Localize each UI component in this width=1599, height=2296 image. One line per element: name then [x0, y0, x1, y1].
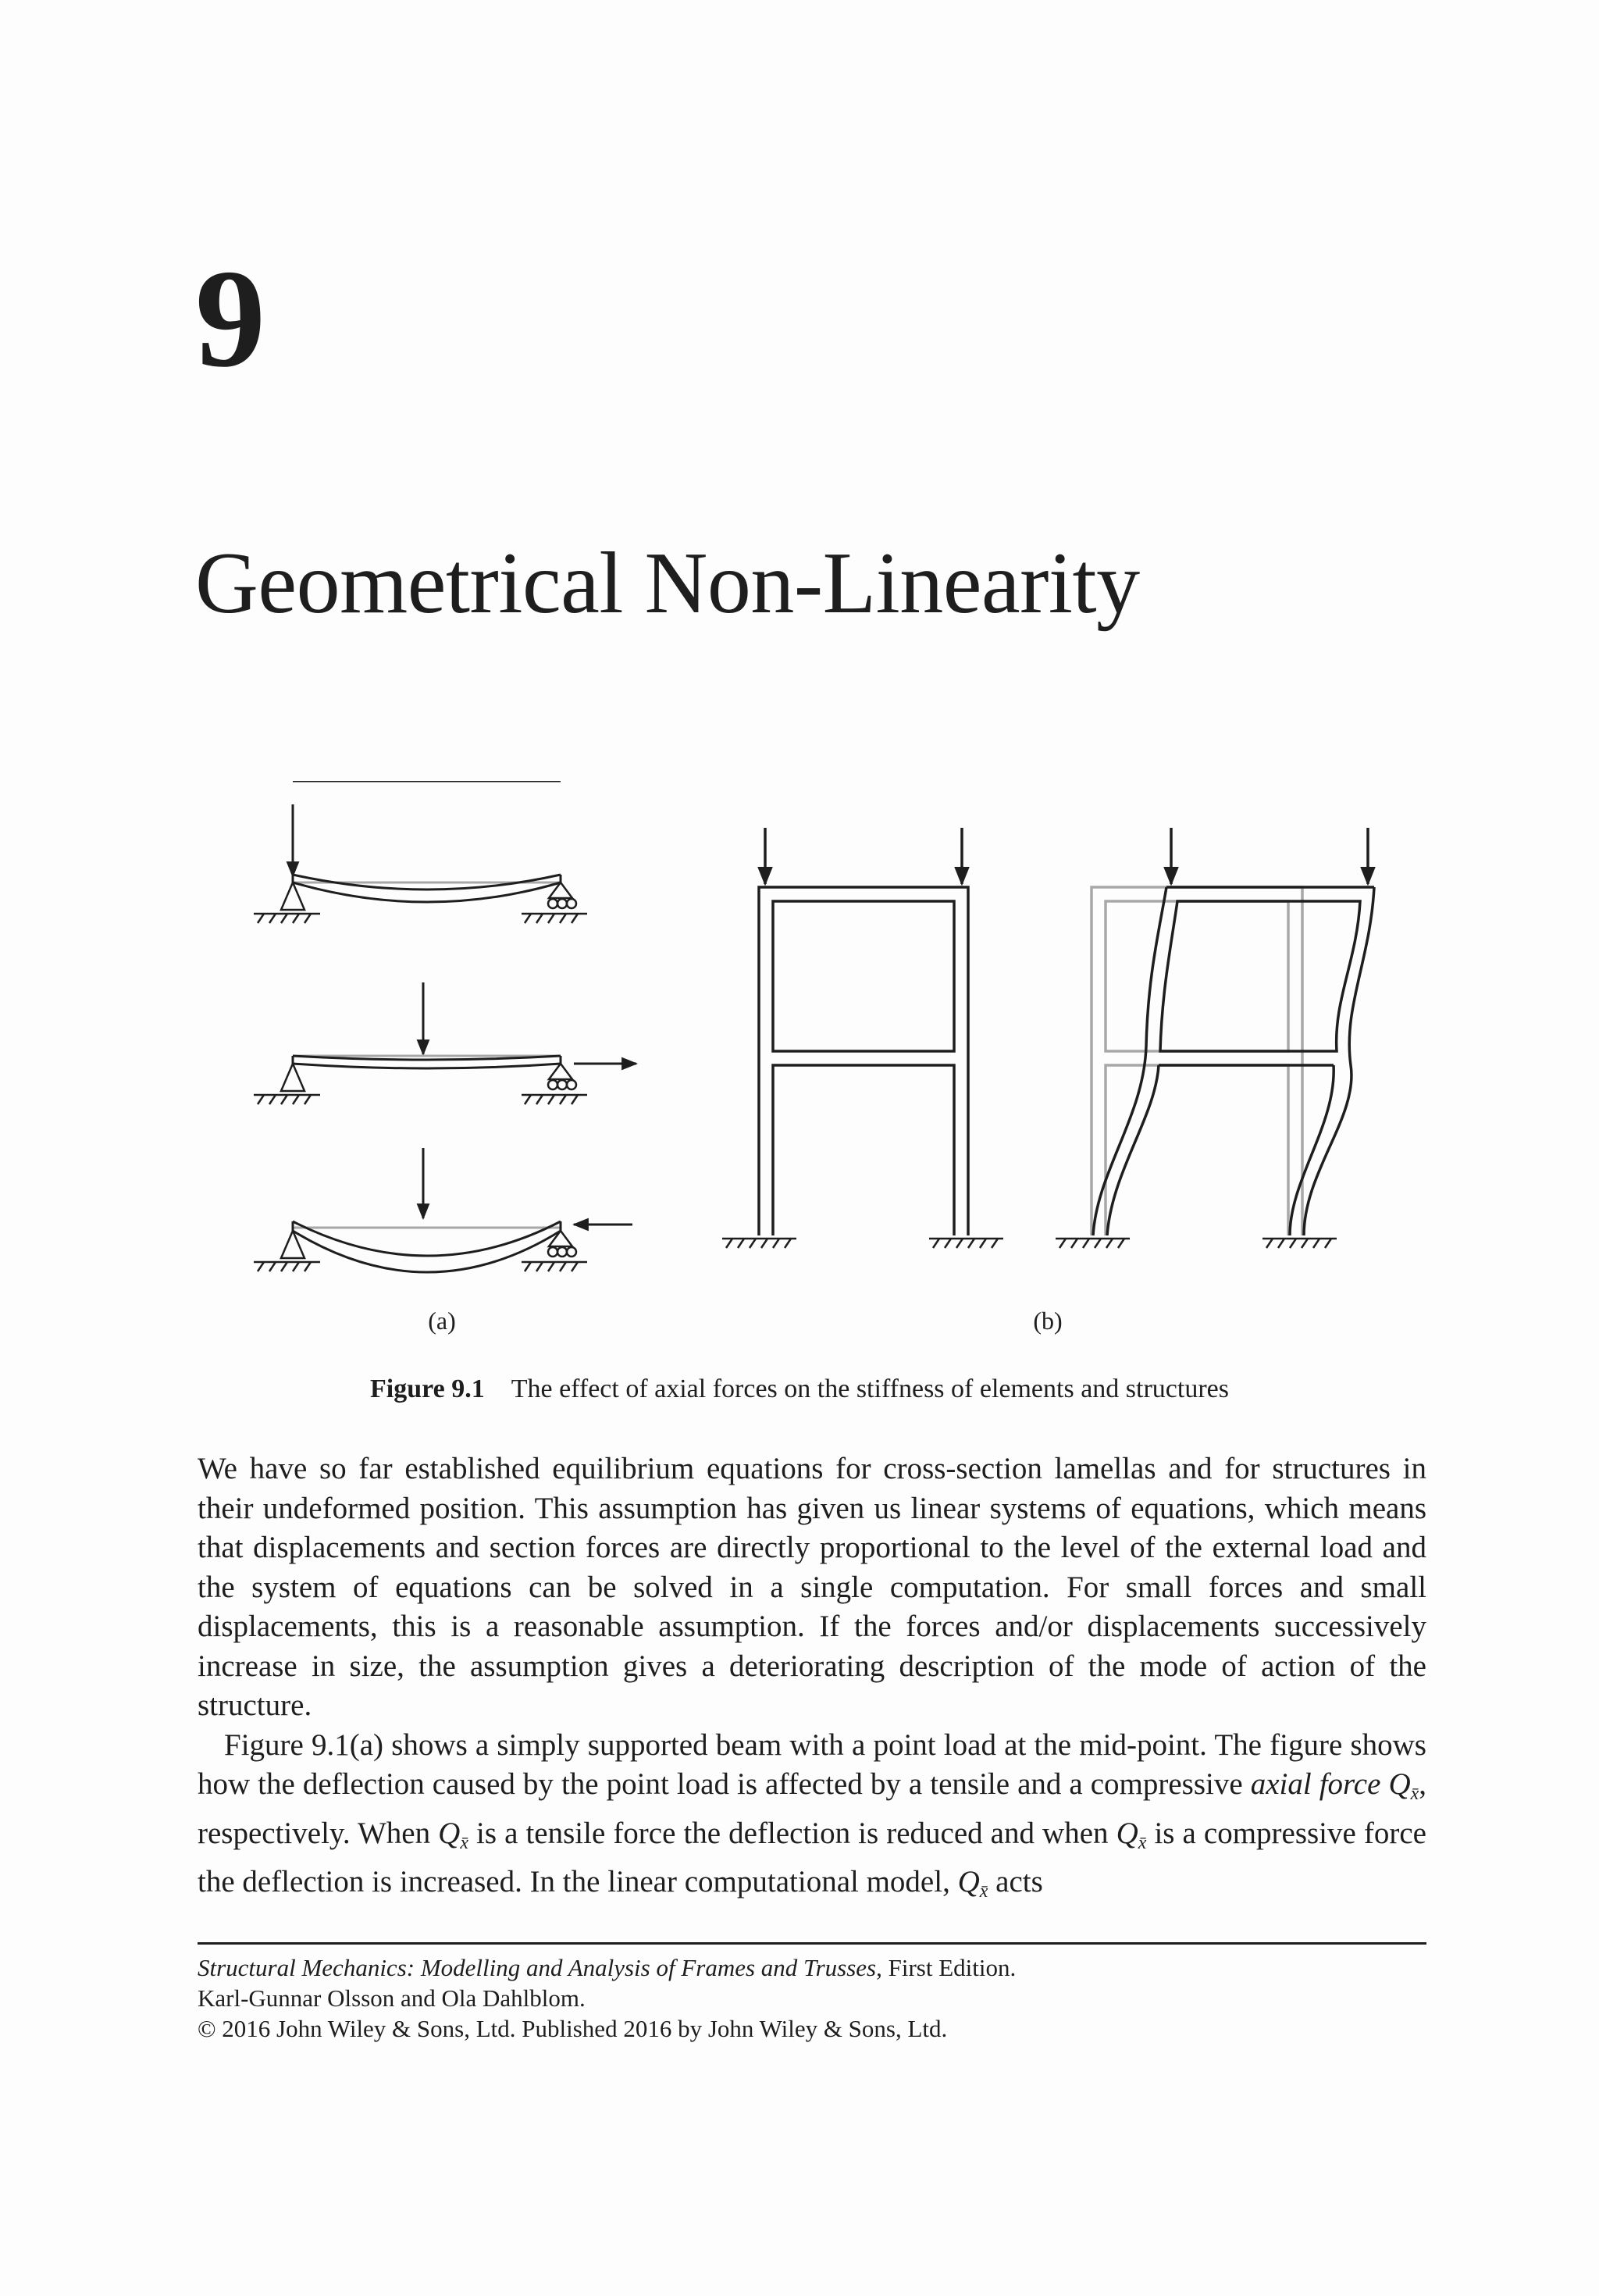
footer-edition: , First Edition. [876, 1954, 1017, 1981]
beam-tensile-force [293, 982, 636, 1068]
paragraph-1: We have so far established equilibrium equations for cross-section lamellas and for structures in their undeformed position. This assumption has given us linear systems of equations, which means that displacements and section forces are directly proportional to the level of the external load and the system of equations can be solved in a single computation. For small forces and small displacements, this is a reasonable assumption. If the forces and/or displacements successively increase in size, the assumption gives a deteriorating description of the mode of action of the structure. [198, 1452, 1426, 1722]
term-axial-force: axial force [1250, 1767, 1381, 1801]
chapter-title: Geometrical Non-Linearity [195, 535, 1140, 633]
chapter-number: 9 [195, 241, 265, 396]
figure-caption-label: Figure 9.1 [370, 1374, 485, 1403]
body-text [198, 1449, 1426, 1912]
figure-9-1 [0, 781, 1599, 1359]
footer-authors: Karl-Gunnar Olsson and Ola Dahlblom. [198, 1984, 586, 2012]
panel-label-b: (b) [1033, 1307, 1063, 1335]
symbol-q-subscript: x̄ [1410, 1784, 1419, 1804]
footer-book-title: Structural Mechanics: Modelling and Analysis of Frames and Trusses [198, 1954, 877, 1981]
figure-caption-text: The effect of axial forces on the stiffness of elements and structures [511, 1374, 1229, 1403]
footer-book [198, 1952, 1426, 1983]
panel-label-a: (a) [428, 1307, 456, 1335]
footer-rule [198, 1942, 1426, 1945]
footer-copyright: © 2016 John Wiley & Sons, Ltd. Published 2016 by John Wiley & Sons, Ltd. [198, 2015, 948, 2042]
figure-caption [0, 1374, 1599, 1404]
beam-compressive-force [293, 781, 632, 1272]
paragraph-2: Figure 9.1(a) shows a simply supported beam with a point load at the mid-point. The figure shows how the deflection caused by the point load is affected by a tensile and a compressive axial force $Q_{x̄}$, respectively. When $Q_{x̄}$ is a tensile force the deflection is reduced and when $Q_{x̄}$ is a compressive force the deflection is increased. In the linear computational model, $Q_{x̄}$ acts [198, 1727, 1427, 1902]
footer [198, 1952, 1426, 2044]
panel-b-frame-undeformed [722, 781, 1003, 1248]
panel-a-supports [254, 882, 587, 1271]
beam-point-load [293, 781, 561, 902]
symbol-q: Q [1388, 1767, 1411, 1801]
panel-b-frame-deformed [1056, 828, 1374, 1248]
panel-a-beams [293, 781, 636, 1272]
